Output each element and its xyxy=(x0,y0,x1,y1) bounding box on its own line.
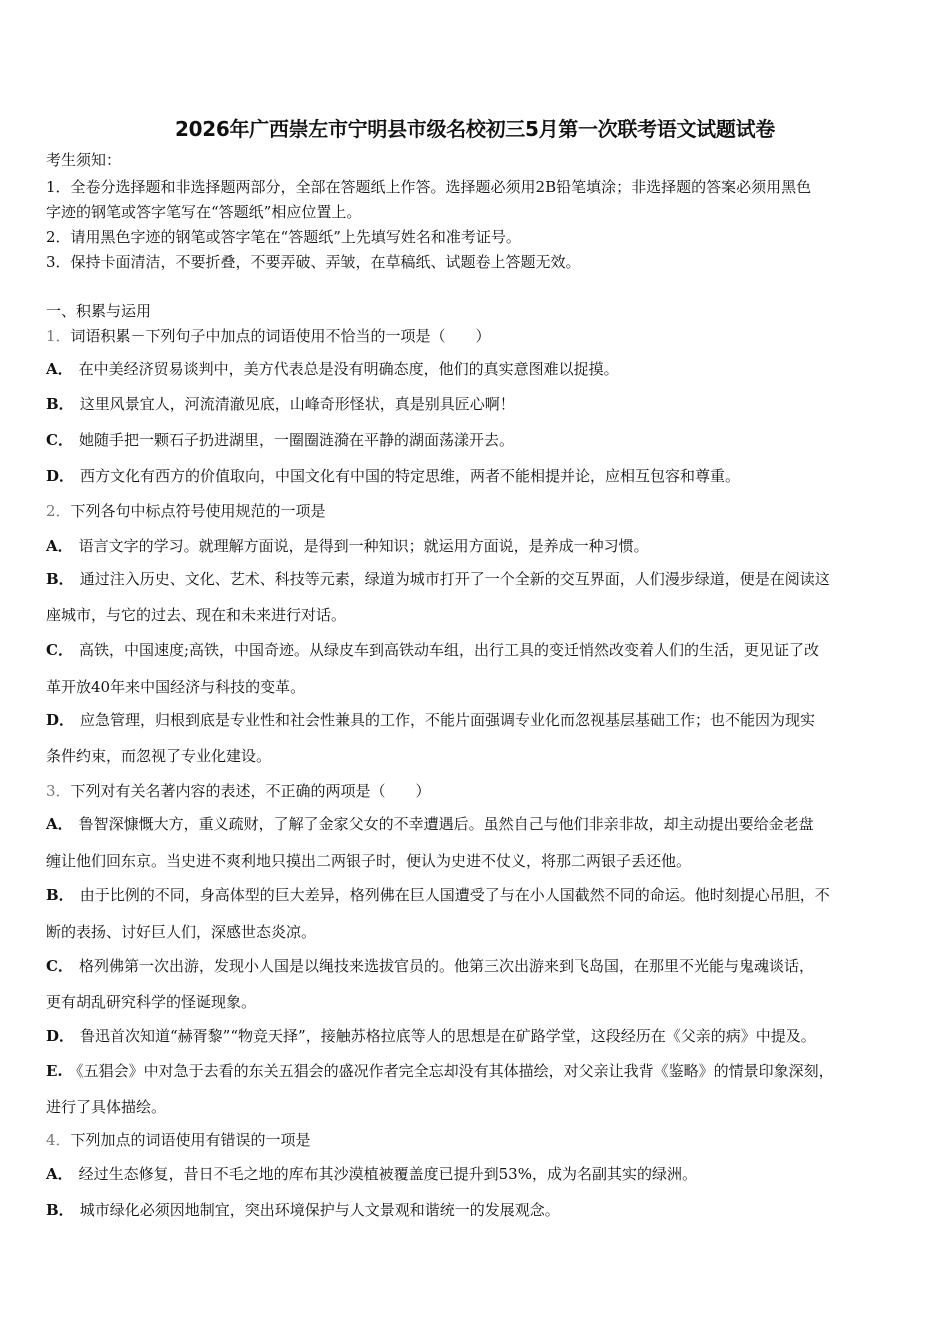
line-text: 这里风景宜人，河流清澈见底，山峰奇形怪状，真是别具匠心啊！ xyxy=(79,395,515,413)
option-line xyxy=(46,430,514,450)
line-text: 下列各句中标点符号使用规范的一项是 xyxy=(70,502,326,520)
text-line xyxy=(46,746,271,766)
option-label: A． xyxy=(46,815,73,833)
line-text: 词语积累－下列句子中加点的词语使用不恰当的一项是（ ） xyxy=(70,327,491,345)
line-text: 经过生态修复，昔日不毛之地的库布其沙漠植被覆盖度已提升到53%，成为名副其实的绿洲。 xyxy=(78,1165,697,1183)
question-number: 1． xyxy=(46,327,71,345)
line-text: 一、积累与运用 xyxy=(46,302,152,320)
line-text: 座城市，与它的过去、现在和未来进行对话。 xyxy=(46,606,347,624)
text-line xyxy=(46,1097,166,1117)
line-text: 下列加点的词语使用有错误的一项是 xyxy=(70,1131,311,1149)
option-line xyxy=(46,1164,697,1184)
line-text: 西方文化有西方的价值取向，中国文化有中国的特定思维，两者不能相提并论，应相互包容和尊重。 xyxy=(80,467,741,485)
question-line xyxy=(46,501,326,521)
option-line xyxy=(46,1200,560,1220)
question-number: 4． xyxy=(46,1131,71,1149)
line-text: 考生须知： xyxy=(46,151,122,169)
question-line xyxy=(46,1130,311,1150)
line-text: 2．请用黑色字迹的钢笔或答字笔在“答题纸”上先填写姓名和准考证号。 xyxy=(46,228,521,246)
text-line xyxy=(46,227,521,247)
text-line xyxy=(46,202,361,222)
line-text: 鲁迅首次知道“赫胥黎”“物竞天择”，接触苏格拉底等人的思想是在矿路学堂，这段经历在《父亲的病》中提及。 xyxy=(80,1027,816,1045)
line-text: 进行了具体描绘。 xyxy=(46,1098,167,1116)
option-label: C． xyxy=(46,957,73,975)
text-line xyxy=(46,252,581,272)
question-line xyxy=(46,781,431,801)
option-line xyxy=(46,1061,834,1081)
option-line xyxy=(46,956,814,976)
text-line xyxy=(46,992,256,1012)
line-text: 城市绿化必须因地制宜，突出环境保护与人文景观和谐统一的发展观念。 xyxy=(79,1201,560,1219)
line-text: 通过注入历史、文化、艺术、科技等元素，绿道为城市打开了一个全新的交互界面，人们漫步绿道，便是在阅读这 xyxy=(79,570,830,588)
option-line xyxy=(46,466,740,486)
option-label: D． xyxy=(46,467,75,485)
page-title: 2026年广西崇左市宁明县市级名校初三5月第一次联考语文试题试卷 xyxy=(175,117,775,141)
option-label: B． xyxy=(46,886,74,904)
line-text: 应急管理，归根到底是专业性和社会性兼具的工作，不能片面强调专业化而忽视基层基础工作；也不能因为现实 xyxy=(80,711,816,729)
option-line xyxy=(46,710,815,730)
option-line xyxy=(46,569,830,589)
question-number: 2． xyxy=(46,502,71,520)
option-label: B． xyxy=(46,395,74,413)
option-label: D． xyxy=(46,711,75,729)
line-text: 1．全卷分选择题和非选择题两部分，全部在答题纸上作答。选择题必须用2B铅笔填涂；非选择题的答案必须用黑色 xyxy=(46,178,812,196)
option-label: B． xyxy=(46,570,74,588)
question-number: 3． xyxy=(46,782,71,800)
option-line xyxy=(46,536,649,556)
line-text: 由于比例的不同，身高体型的巨大差异，格列佛在巨人国遭受了与在小人国截然不同的命运。他时刻提心吊胆，不 xyxy=(79,886,830,904)
option-label: B． xyxy=(46,1201,74,1219)
option-line xyxy=(46,814,814,834)
line-text: 缠让他们回东京。当史进不爽利地只摸出二两银子时，便认为史进不仗义，将那二两银子丢还他。 xyxy=(46,852,692,870)
question-line xyxy=(46,326,491,346)
option-line xyxy=(46,394,515,414)
option-label: A． xyxy=(46,360,73,378)
option-line xyxy=(46,359,619,379)
line-text: 字迹的钢笔或答字笔写在“答题纸”相应位置上。 xyxy=(46,203,362,221)
text-line xyxy=(46,922,316,942)
line-text: 革开放40年来中国经济与科技的变革。 xyxy=(46,678,306,696)
option-line xyxy=(46,640,819,660)
text-line xyxy=(46,177,811,197)
text-line xyxy=(46,150,121,170)
line-text: 她随手把一颗石子扔进湖里，一圈圈涟漪在平静的湖面荡漾开去。 xyxy=(78,431,514,449)
option-label: C． xyxy=(46,641,73,659)
line-text: 高铁，中国速度;高铁，中国奇迹。从绿皮车到高铁动车组，出行工具的变迁悄然改变着人们的生活，更见证了改 xyxy=(78,641,820,659)
line-text: 《五猖会》中对急于去看的东关五猖会的盛况作者完全忘却没有其体描绘，对父亲让我背《鉴略》的情景印象深刻， xyxy=(68,1062,834,1080)
line-text: 条件约束，而忽视了专业化建设。 xyxy=(46,747,272,765)
option-line xyxy=(46,1026,816,1046)
text-line xyxy=(46,677,305,697)
line-text: 在中美经济贸易谈判中，美方代表总是没有明确态度，他们的真实意图难以捉摸。 xyxy=(78,360,619,378)
option-line xyxy=(46,885,830,905)
line-text: 下列对有关名著内容的表述，不正确的两项是（ ） xyxy=(70,782,431,800)
text-line xyxy=(46,605,346,625)
option-label: C． xyxy=(46,431,73,449)
text-line xyxy=(46,301,151,321)
option-label: A． xyxy=(46,537,73,555)
option-label: D． xyxy=(46,1027,75,1045)
line-text: 格列佛第一次出游，发现小人国是以绳技来选拔官员的。他第三次出游来到飞岛国，在那里不光能与鬼魂谈话， xyxy=(78,957,814,975)
option-label: E. xyxy=(46,1062,63,1080)
line-text: 更有胡乱研究科学的怪诞现象。 xyxy=(46,993,257,1011)
text-line xyxy=(46,851,691,871)
line-text: 3．保持卡面清洁，不要折叠，不要弄破、弄皱，在草稿纸、试题卷上答题无效。 xyxy=(46,253,581,271)
line-text: 鲁智深慷慨大方，重义疏财，了解了金家父女的不幸遭遇后。虽然自己与他们非亲非故，却主动提出要给金老盘 xyxy=(78,815,814,833)
line-text: 断的表扬、讨好巨人们，深感世态炎凉。 xyxy=(46,923,317,941)
option-label: A． xyxy=(46,1165,73,1183)
line-text: 语言文字的学习。就理解方面说，是得到一种知识；就运用方面说，是养成一种习惯。 xyxy=(78,537,649,555)
